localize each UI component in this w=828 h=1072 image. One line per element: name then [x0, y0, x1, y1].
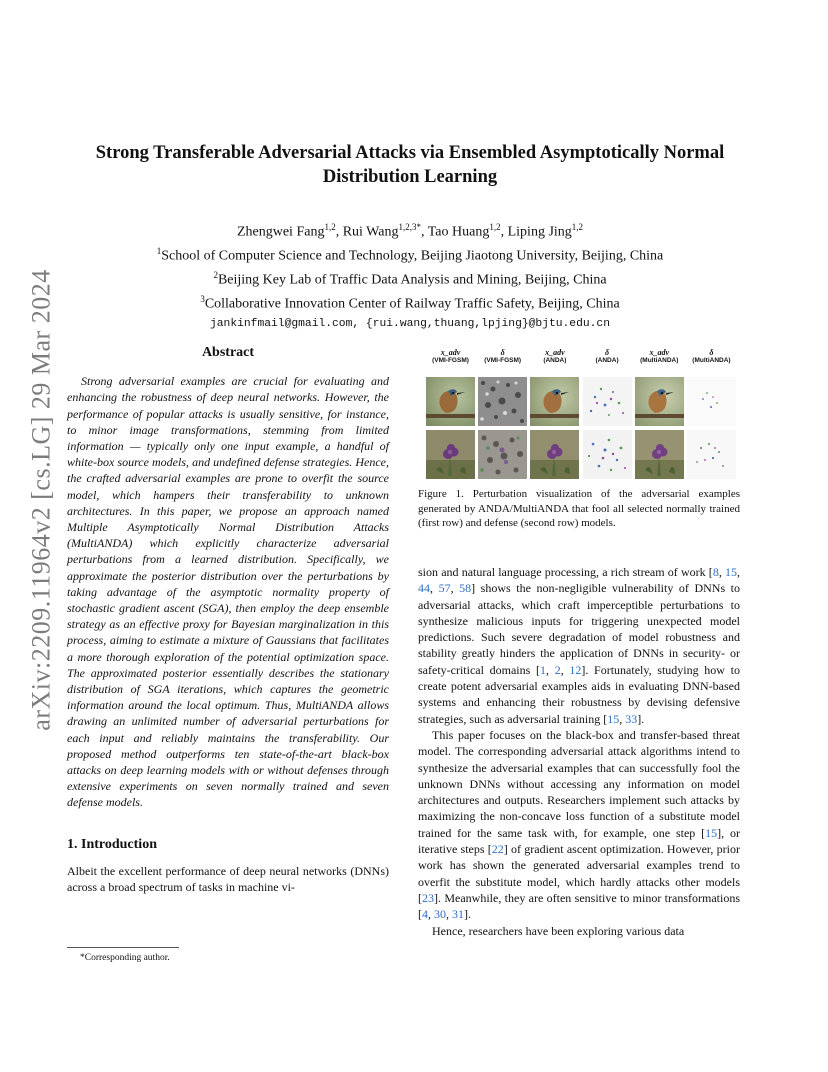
flower-adv-image: [426, 430, 475, 479]
author-block: [60, 218, 760, 334]
footnote: *Corresponding author.: [80, 953, 170, 963]
citation-link[interactable]: 8: [712, 565, 719, 579]
figure-column-header: δ (MultiANDA): [692, 348, 731, 364]
author-affiliation-mark: 1,2,3*: [398, 222, 421, 232]
figure-column-header: δ (ANDA): [595, 348, 619, 364]
paper-title: Strong Transferable Adversarial Attacks via Ensembled Asymptotically Normal Distribution Learning: [95, 143, 725, 187]
citation-link[interactable]: 58: [459, 581, 472, 596]
bird-adv-image: [530, 377, 579, 426]
citation-link[interactable]: 4: [422, 907, 428, 922]
flower-perturbation-dense: [478, 430, 527, 479]
author-name: Liping Jing: [507, 224, 572, 240]
citation-link[interactable]: 31: [452, 907, 464, 922]
affiliation: $^2$Beijing Key Lab of Traffic Data Analysis and Mining, Beijing, China: [213, 270, 607, 288]
citation-link[interactable]: 12: [569, 662, 582, 677]
right-column: [418, 564, 740, 939]
abstract-text: Strong adversarial examples are crucial for evaluating and enhancing the robustness of deep neural networks. However, the performance of popular attacks is usually sensitive, for instance, to minor image transformations, stemming from limited information — typically only one input example, a handful of white-box source models, and undefined defense strategies. Hence, the crafted adversarial examples are prone to overfit the source model, which hampers their transferability to unknown architectures. In this paper, we propose an approach named Multiple Asymptotically Normal Distribution Attacks (MultiANDA) which explicitly characterize adversarial perturbations from a learned distribution. Specifically, we approximate the posterior distribution over the perturbations by taking advantage of the asymptotic normality property of stochastic gradient ascent (SGA), then employ the deep ensemble strategy as an effective proxy for Bayesian marginalization in this process, aiming to estimate a mixture of Gaussians that facilitates a more thorough exploration of the potential optimization space. The approximated posterior essentially describes the stationary distribution of SGA iterations, which captures the geometric information around the local optimum. Thus, MultiANDA allows drawing an unlimited number of adversarial perturbations for each input and reliably maintains the transferability. Our proposed method outperforms ten state-of-the-art black-box attacks on deep learning models with or without defenses through extensive experiments on seven normally trained and seven defense models.: [67, 374, 389, 810]
arxiv-id: arXiv:2209.11964v2 [cs.LG] 29 Mar 2024: [27, 269, 56, 731]
footnote-rule: [67, 947, 179, 948]
figure-caption: Figure 1. Perturbation visualization of the adversarial examples generated by ANDA/MultiANDA that fool all selected normally trained (first row) and defense (second row) models.: [418, 488, 740, 529]
intro-paragraph-3: Hence, researchers have been exploring various data: [432, 923, 685, 938]
affiliation-list: [60, 242, 760, 314]
flower-adv-image: [530, 430, 579, 479]
figure-column-header: x_adv (MultiANDA): [640, 348, 679, 364]
author-affiliation-mark: 1,2: [571, 222, 584, 232]
intro-paragraph-1: sion and natural language processing, a rich stream of work [8, 15, 44, 57, 58] shows the non-negligible vulnerability of DNNs to adversarial attacks, which craft imperceptible perturbations to synthesize malicious inputs for triggering unexpected model predictions. Such severe degradation of model robustness and stability greatly hinders the application of DNNs in security- or safety-critical domains [1, 2, 12]. Fortunately, studying how to create potent adversarial examples aids in evaluating DNN-based systems and enhancing their robustness by devising defensive strategies, such as adversarial training [15, 33].: [418, 565, 741, 726]
author-affiliation-mark: 1,2: [324, 222, 336, 232]
flower-perturbation-minimal: [687, 430, 736, 479]
citation-link[interactable]: 57: [438, 581, 451, 596]
figure-column-header: x_adv (VMI-FGSM): [432, 348, 469, 364]
citation-link[interactable]: 1: [540, 662, 546, 677]
author-name: Zhengwei Fang: [236, 224, 325, 240]
citation-link[interactable]: 15: [725, 565, 738, 579]
citation-link[interactable]: 15: [607, 711, 620, 726]
author-name: Rui Wang: [342, 224, 399, 240]
affiliation: $^1$School of Computer Science and Technology, Beijing Jiaotong University, Beijing, China: [156, 246, 664, 264]
figure-column-header: x_adv (ANDA): [543, 348, 567, 364]
flower-perturbation-sparse: [583, 430, 632, 479]
figure-column-headers: [426, 349, 736, 373]
bird-perturbation-dense: [478, 377, 527, 426]
citation-link[interactable]: 30: [434, 907, 446, 922]
figure-column-header: δ (VMI-FGSM): [484, 348, 522, 364]
left-column: [67, 345, 389, 895]
figure-1: [426, 349, 736, 479]
bird-perturbation-minimal: [687, 377, 736, 426]
citation-link[interactable]: 22: [491, 842, 504, 857]
abstract-heading: Abstract: [201, 345, 255, 360]
affiliation: $^3$Collaborative Innovation Center of Railway Traffic Safety, Beijing, China: [200, 294, 620, 313]
citation-link[interactable]: 15: [705, 825, 718, 840]
introduction-heading: 1. Introduction: [67, 836, 157, 852]
author-list: Zhengwei Fang$^{1,2}$, Rui Wang$^{1,2,3*}$, Tao Huang$^{1,2}$, Liping Jing$^{1,2}$: [236, 222, 584, 240]
citation-link[interactable]: 23: [422, 890, 434, 905]
author-affiliation-mark: 1,2: [489, 222, 501, 232]
figure-row-defense: [426, 430, 736, 479]
citation-link[interactable]: 33: [625, 711, 638, 726]
figure-row-normal: [426, 377, 736, 426]
introduction-text: Albeit the excellent performance of deep neural networks (DNNs) across a broad spectrum of tasks in machine vi-: [67, 863, 389, 895]
author-name: Tao Huang: [427, 224, 490, 240]
bird-perturbation-sparse: [583, 377, 632, 426]
bird-adv-image: [635, 377, 684, 426]
citation-link[interactable]: 44: [418, 581, 430, 596]
arxiv-stamp: [22, 269, 62, 731]
intro-paragraph-2: This paper focuses on the black-box and transfer-based threat model. The corresponding adversarial attack algorithms intend to synthesize the adversarial examples that can successfully fool the unknown DNNs without accessing any information on model architectures and outputs. Researchers implement such attacks by maximizing the non-concave loss function of a substitute model trained for the same task with, for example, one step [15], or iterative steps [22] of gradient ascent optimization. However, prior work has shown the generated adversarial examples trend to overfit the substitute model, which hardly attacks other models [23]. Meanwhile, they are often sensitive to minor transformations [4, 30, 31].: [418, 727, 740, 922]
bird-adv-image: [426, 377, 475, 426]
author-emails: jankinfmail@gmail.com, {rui.wang,thuang,lpjing}@bjtu.edu.cn: [210, 317, 610, 330]
flower-adv-image: [635, 430, 684, 479]
citation-link[interactable]: 2: [554, 662, 561, 677]
